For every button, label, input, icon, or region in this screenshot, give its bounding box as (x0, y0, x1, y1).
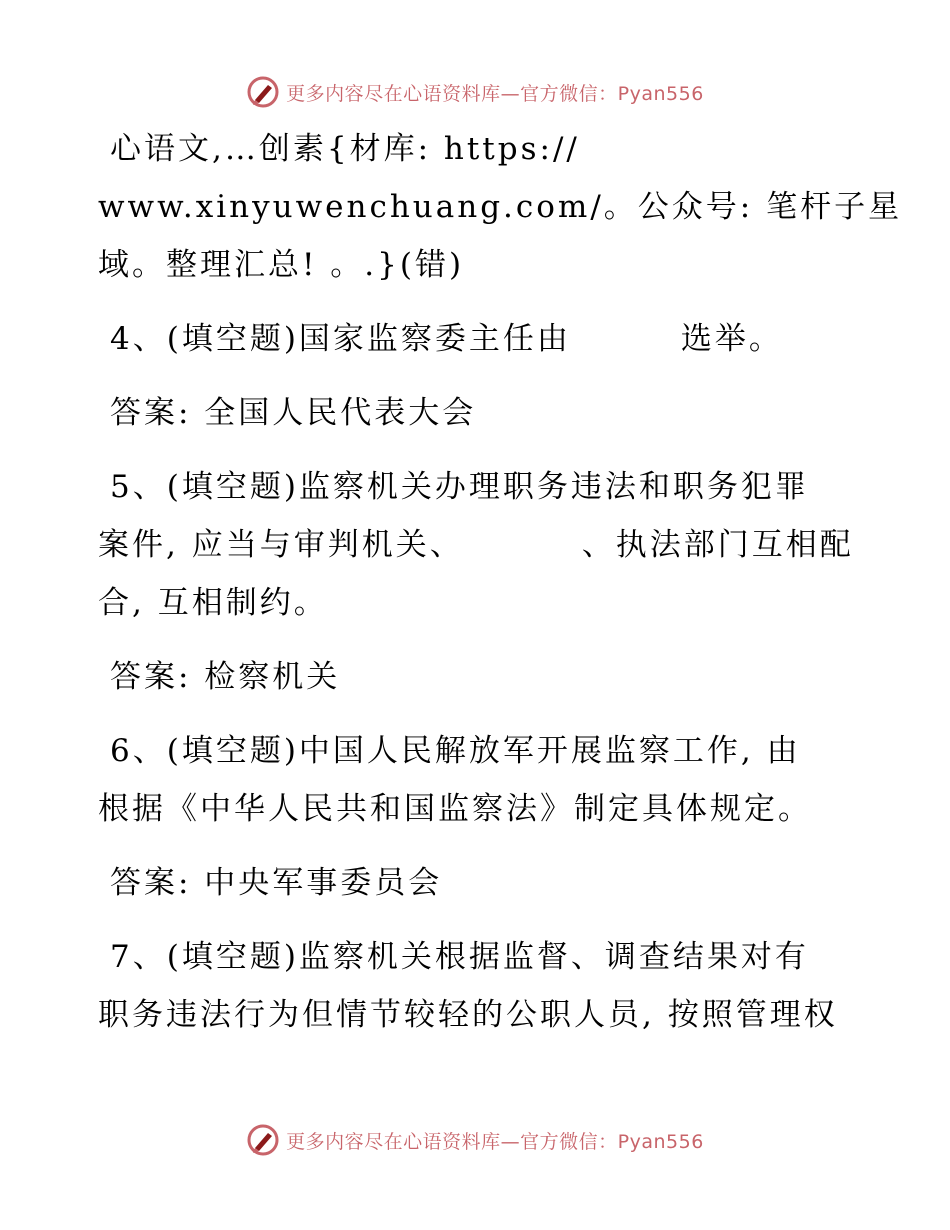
question-6-line-1: 6、(填空题)中国人民解放军开展监察工作, 由 (110, 733, 801, 769)
text-line: 心语文,…创素{材库: https:// (110, 131, 580, 167)
text-line: 域。整理汇总! 。.}(错) (98, 247, 465, 283)
question-5-tail: 、执法部门互相配 (581, 527, 854, 563)
pen-logo-icon (246, 75, 280, 109)
question-6-line-2: 根据《中华人民共和国监察法》制定具体规定。 (98, 791, 812, 827)
question-5-line-1: 5、(填空题)监察机关办理职务违法和职务犯罪 (110, 469, 809, 505)
banner-text: 更多内容尽在心语资料库—官方微信：Pyan556 (286, 82, 704, 105)
question-4-tail: 选举。 (680, 321, 783, 357)
answer-5: 答案: 检察机关 (110, 659, 341, 695)
header-watermark-banner (0, 72, 950, 112)
question-5-text: 案件, 应当与审判机关、 (98, 527, 464, 563)
pen-logo-icon (246, 1123, 280, 1157)
question-4 (98, 310, 858, 368)
question-5-line-2 (98, 516, 858, 574)
banner-text: 更多内容尽在心语资料库—官方微信：Pyan556 (286, 1130, 704, 1153)
text-line: www.xinyuwenchuang.com/。公众号: 笔杆子星 (98, 189, 903, 225)
footer-watermark-banner (0, 1120, 950, 1160)
question-4-text: 4、(填空题)国家监察委主任由 (110, 321, 571, 357)
answer-6: 答案: 中央军事委员会 (110, 865, 443, 901)
question-7-line-2: 职务违法行为但情节较轻的公职人员, 按照管理权 (98, 997, 838, 1033)
question-5-line-3: 合, 互相制约。 (98, 585, 328, 621)
question-7-line-1: 7、(填空题)监察机关根据监督、调查结果对有 (110, 939, 809, 975)
document-body (98, 120, 903, 1044)
answer-4: 答案: 全国人民代表大会 (110, 395, 477, 431)
